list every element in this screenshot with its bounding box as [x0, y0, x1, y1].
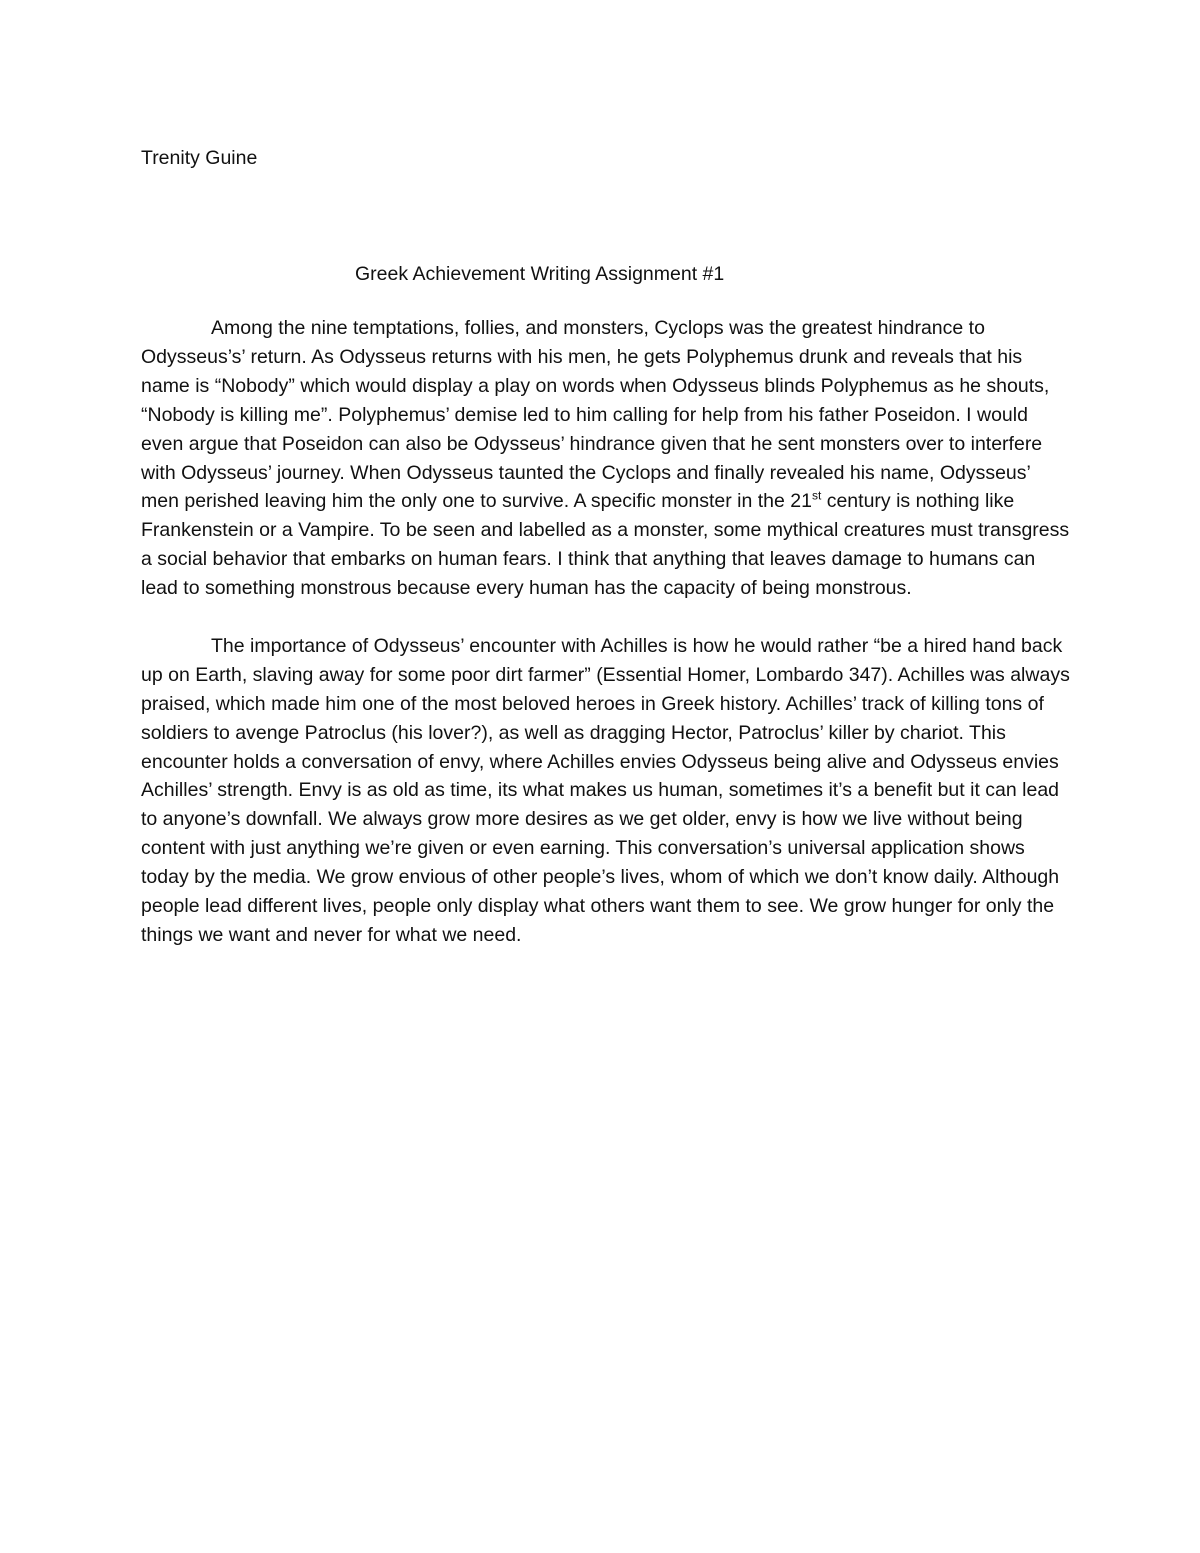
- ordinal-superscript: st: [811, 488, 822, 503]
- document-body: [141, 314, 1071, 950]
- paragraph-2: The importance of Odysseus’ encounter with Achilles is how he would rather “be a hired hand back up on Earth, slaving away for some poor dirt farmer” (Essential Homer, Lombardo 347). Achilles was always praised, which made him one of the most beloved heroes in Greek history. Achilles’ track of killing tons of soldiers to avenge Patroclus (his lover?), as well as dragging Hector, Patroclus’ killer by chariot. This encounter holds a conversation of envy, where Achilles envies Odysseus being alive and Odysseus envies Achilles’ strength. Envy is as old as time, its what makes us human, sometimes it’s a benefit but it can lead to anyone’s downfall. We always grow more desires as we get older, envy is how we live without being content with just anything we’re given or even earning. This conversation’s universal application shows today by the media. We grow envious of other people’s lives, whom of which we don’t know daily. Although people lead different lives, people only display what others want them to see. We grow hunger for only the things we want and never for what we need.: [141, 634, 1070, 947]
- paragraph-1-text-start: Among the nine temptations, follies, and monsters, Cyclops was the greatest hindrance to Odysseus’s’ return. As Odysseus returns with his men, he gets Polyphemus drunk and reveals that his name is “Nobody” which would display a play on words when Odysseus blinds Polyphemus as he shouts, “Nobody is killing me”. Polyphemus’ demise led to him calling for help from his father Poseidon. I would even argue that Poseidon can also be Odysseus’ hindrance given that he sent monsters over to interfere with Odysseus’ journey. When Odysseus taunted the Cyclops and finally revealed his name, Odysseus’ men perished leaving him the only one to survive. A specific monster in the 21: [141, 317, 1050, 513]
- paragraph-1: [141, 314, 1071, 603]
- author-name: Trenity Guine: [141, 147, 258, 169]
- document-title: Greek Achievement Writing Assignment #1: [355, 263, 725, 285]
- paragraph-1-text-end: century is nothing like Frankenstein or a Vampire. To be seen and labelled as a monster, some mythical creatures must transgress a social behavior that embarks on human fears. I think that anything that leaves damage to humans can lead to something monstrous because every human has the capacity of being monstrous.: [141, 490, 1070, 600]
